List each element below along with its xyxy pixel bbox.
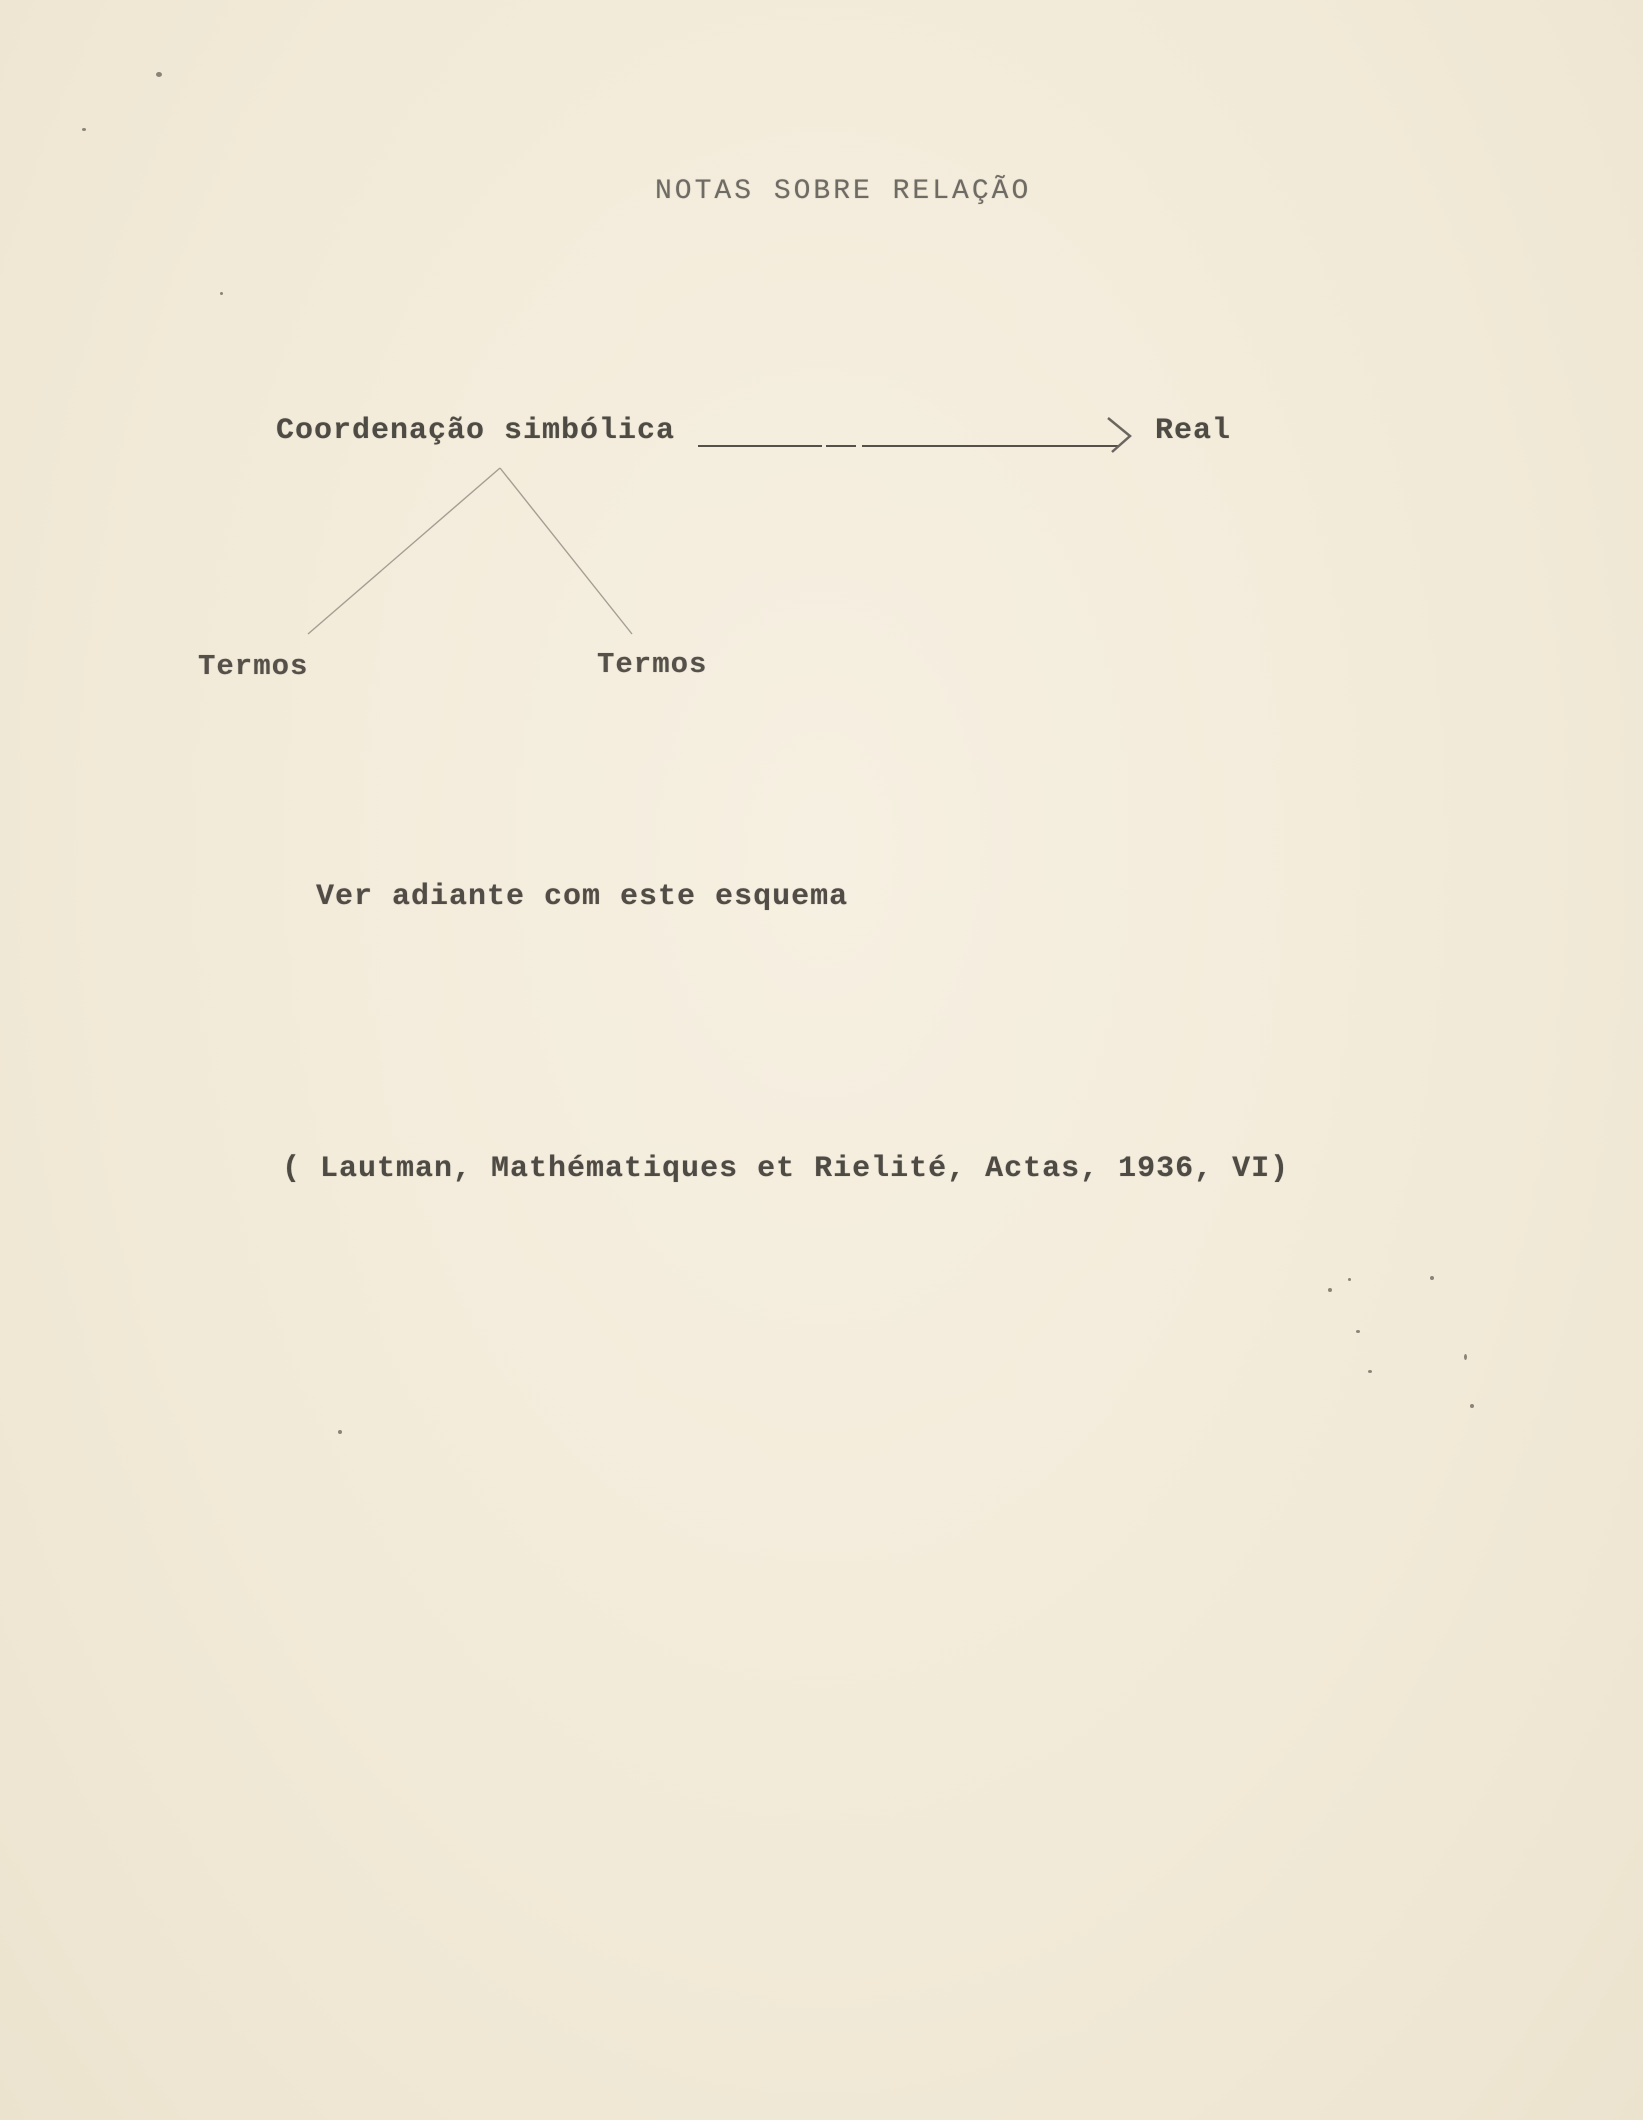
note-text: Ver adiante com este esquema	[316, 880, 849, 914]
diagram-source-label: Coordenação simbólica	[276, 414, 676, 448]
page-title: NOTAS SOBRE RELAÇÃO	[655, 176, 1032, 207]
paper-speck	[1470, 1404, 1474, 1408]
paper-speck	[1356, 1330, 1360, 1333]
diagram-right-term: Termos	[597, 648, 708, 681]
paper-speck	[1328, 1288, 1332, 1292]
paper-speck	[1348, 1278, 1351, 1281]
diagram-left-term: Termos	[198, 650, 309, 683]
paper-speck	[338, 1430, 342, 1434]
paper-speck	[82, 128, 86, 131]
paper-speck	[156, 72, 162, 77]
reference-citation: ( Lautman, Mathématiques et Rielité, Actas, 1936, VI)	[282, 1152, 1290, 1186]
paper-speck	[220, 292, 223, 295]
paper-speck	[1464, 1354, 1467, 1360]
paper-speck	[1368, 1370, 1372, 1373]
paper-speck	[1430, 1276, 1434, 1280]
diagram-target-label: Real	[1155, 414, 1232, 448]
